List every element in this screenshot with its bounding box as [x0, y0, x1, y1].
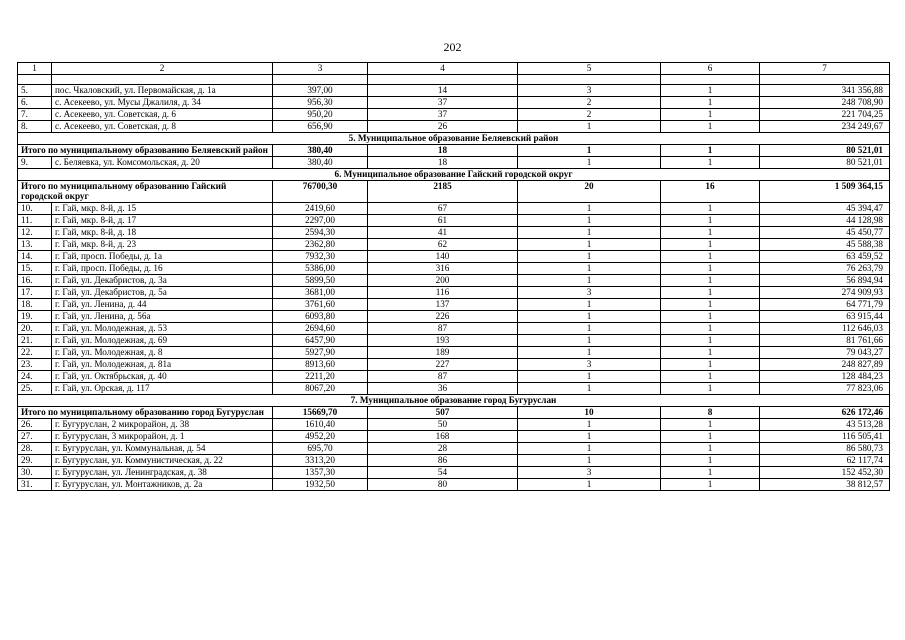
table-cell: 341 356,88: [760, 85, 890, 97]
table-cell: 1: [518, 430, 661, 442]
table-cell: 2211,20: [273, 370, 368, 382]
table-cell: 1: [518, 478, 661, 490]
table-cell: 79 043,27: [760, 346, 890, 358]
total-cell: 8: [661, 406, 760, 418]
table-cell: 45 394,47: [760, 202, 890, 214]
table-cell: 1357,30: [273, 466, 368, 478]
row-number: 18.: [18, 298, 52, 310]
table-cell: 168: [368, 430, 518, 442]
table-row: [18, 382, 890, 394]
table-row: [18, 286, 890, 298]
data-table: [17, 62, 890, 491]
table-cell: 7932,30: [273, 250, 368, 262]
row-number: 9.: [18, 157, 52, 169]
table-cell: 1: [661, 298, 760, 310]
address-cell: г. Гай, ул. Молодежная, д. 53: [52, 322, 273, 334]
table-cell: 56 894,94: [760, 274, 890, 286]
table-cell: 1: [518, 322, 661, 334]
table-cell: 1: [661, 430, 760, 442]
total-row: [18, 181, 890, 203]
table-cell: 87: [368, 370, 518, 382]
row-number: 6.: [18, 97, 52, 109]
table-cell: 28: [368, 442, 518, 454]
table-cell: 1: [661, 442, 760, 454]
address-cell: с. Беляевка, ул. Комсомольская, д. 20: [52, 157, 273, 169]
table-cell: 1: [661, 238, 760, 250]
table-cell: 1: [661, 121, 760, 133]
address-cell: г. Гай, ул. Ленина, д. 44: [52, 298, 273, 310]
table-cell: 234 249,67: [760, 121, 890, 133]
address-cell: г. Гай, ул. Декабристов, д. 5а: [52, 286, 273, 298]
table-cell: 86 580,73: [760, 442, 890, 454]
table-cell: 1: [661, 418, 760, 430]
table-cell: 18: [368, 157, 518, 169]
section-title: 6. Муниципальное образование Гайский городской округ: [18, 169, 890, 181]
table-cell: 1: [661, 454, 760, 466]
table-cell: 1: [518, 298, 661, 310]
address-cell: г. Гай, ул. Декабристов, д. 3а: [52, 274, 273, 286]
table-row: [18, 334, 890, 346]
table-cell: 1: [518, 238, 661, 250]
table-cell: 1: [518, 226, 661, 238]
table-cell: 1: [518, 274, 661, 286]
table-cell: 2362,80: [273, 238, 368, 250]
table-row: [18, 121, 890, 133]
address-cell: г. Бугуруслан, ул. Коммунистическая, д. 22: [52, 454, 273, 466]
address-cell: г. Гай, ул. Молодежная, д. 81а: [52, 358, 273, 370]
table-cell: 140: [368, 250, 518, 262]
table-cell: 152 452,30: [760, 466, 890, 478]
table-row: [18, 274, 890, 286]
table-row: [18, 250, 890, 262]
table-cell: 50: [368, 418, 518, 430]
table-row: [18, 310, 890, 322]
table-row: [18, 238, 890, 250]
table-cell: 64 771,79: [760, 298, 890, 310]
row-number: 28.: [18, 442, 52, 454]
table-cell: 1: [661, 322, 760, 334]
table-cell: 87: [368, 322, 518, 334]
table-cell: 81 761,66: [760, 334, 890, 346]
address-cell: г. Гай, мкр. 8-й, д. 17: [52, 214, 273, 226]
address-cell: г. Гай, ул. Молодежная, д. 69: [52, 334, 273, 346]
row-number: 12.: [18, 226, 52, 238]
table-row: [18, 262, 890, 274]
section-header-row: [18, 133, 890, 145]
address-cell: г. Гай, мкр. 8-й, д. 23: [52, 238, 273, 250]
table-cell: 1: [518, 370, 661, 382]
row-number: 11.: [18, 214, 52, 226]
table-cell: 656,90: [273, 121, 368, 133]
table-cell: 1: [661, 157, 760, 169]
table-cell: 2297,00: [273, 214, 368, 226]
address-cell: г. Гай, ул. Ленина, д. 56а: [52, 310, 273, 322]
row-number: 13.: [18, 238, 52, 250]
page-number: 202: [443, 40, 462, 54]
row-number: 5.: [18, 85, 52, 97]
table-cell: 1: [518, 454, 661, 466]
table-cell: 1: [661, 214, 760, 226]
row-number: 22.: [18, 346, 52, 358]
table-row: [18, 97, 890, 109]
address-cell: г. Бугуруслан, ул. Ленинградская, д. 38: [52, 466, 273, 478]
table-cell: 1: [661, 346, 760, 358]
table-cell: 37: [368, 109, 518, 121]
table-cell: 1: [518, 346, 661, 358]
address-cell: с. Асекеево, ул. Советская, д. 8: [52, 121, 273, 133]
table-row: [18, 226, 890, 238]
table-cell: 2419,60: [273, 202, 368, 214]
row-number: 19.: [18, 310, 52, 322]
section-title: 7. Муниципальное образование город Бугуруслан: [18, 394, 890, 406]
table-cell: 77 823,06: [760, 382, 890, 394]
table-body: [18, 63, 890, 491]
table-cell: 3: [518, 286, 661, 298]
table-row: [18, 454, 890, 466]
row-number: 21.: [18, 334, 52, 346]
table-cell: 6457,90: [273, 334, 368, 346]
table-cell: 54: [368, 466, 518, 478]
table-cell: 1: [661, 109, 760, 121]
table-cell: 227: [368, 358, 518, 370]
table-row: [18, 202, 890, 214]
row-number: 25.: [18, 382, 52, 394]
table-cell: 1: [661, 202, 760, 214]
total-cell: 2185: [368, 181, 518, 203]
table-cell: 1: [518, 121, 661, 133]
table-row: [18, 298, 890, 310]
address-cell: г. Бугуруслан, 3 микрорайон, д. 1: [52, 430, 273, 442]
table-cell: 2: [518, 97, 661, 109]
table-cell: 5927,90: [273, 346, 368, 358]
table-row: [18, 322, 890, 334]
table-cell: 6093,80: [273, 310, 368, 322]
column-header: 2: [52, 63, 273, 75]
row-number: 23.: [18, 358, 52, 370]
address-cell: г. Гай, ул. Октябрьская, д. 40: [52, 370, 273, 382]
row-number: 15.: [18, 262, 52, 274]
table-cell: 41: [368, 226, 518, 238]
table-cell: 45 450,77: [760, 226, 890, 238]
table-cell: 189: [368, 346, 518, 358]
address-cell: г. Гай, просп. Победы, д. 1а: [52, 250, 273, 262]
table-row: [18, 478, 890, 490]
table-row: [18, 466, 890, 478]
table-cell: 38 812,57: [760, 478, 890, 490]
row-number: 14.: [18, 250, 52, 262]
table-cell: 1: [661, 226, 760, 238]
table-cell: 3: [518, 85, 661, 97]
address-cell: г. Гай, мкр. 8-й, д. 15: [52, 202, 273, 214]
table-cell: 193: [368, 334, 518, 346]
total-cell: 16: [661, 181, 760, 203]
row-number: 10.: [18, 202, 52, 214]
table-cell: 63 459,52: [760, 250, 890, 262]
table-row: [18, 442, 890, 454]
table-cell: 26: [368, 121, 518, 133]
table-cell: 221 704,25: [760, 109, 890, 121]
table-row: [18, 430, 890, 442]
table-cell: 1: [661, 370, 760, 382]
table-row: [18, 358, 890, 370]
table-cell: 1932,50: [273, 478, 368, 490]
table-cell: 3: [518, 358, 661, 370]
table-cell: 112 646,03: [760, 322, 890, 334]
table-cell: 380,40: [273, 157, 368, 169]
row-number: 7.: [18, 109, 52, 121]
address-cell: г. Бугуруслан, ул. Коммунальная, д. 54: [52, 442, 273, 454]
address-cell: г. Гай, ул. Молодежная, д. 8: [52, 346, 273, 358]
address-cell: г. Бугуруслан, 2 микрорайон, д. 38: [52, 418, 273, 430]
total-cell: 20: [518, 181, 661, 203]
table-row: [18, 109, 890, 121]
table-cell: 3761,60: [273, 298, 368, 310]
row-number: 20.: [18, 322, 52, 334]
total-row: [18, 406, 890, 418]
table-cell: 1: [661, 286, 760, 298]
table-cell: 3681,00: [273, 286, 368, 298]
table-cell: 43 513,28: [760, 418, 890, 430]
table-cell: 1: [518, 262, 661, 274]
table-cell: 1: [661, 97, 760, 109]
table-cell: 128 484,23: [760, 370, 890, 382]
table-cell: 950,20: [273, 109, 368, 121]
table-cell: 86: [368, 454, 518, 466]
table-cell: 116 505,41: [760, 430, 890, 442]
table-cell: 1: [661, 478, 760, 490]
total-cell: 80 521,01: [760, 145, 890, 157]
table-cell: 1: [518, 250, 661, 262]
table-cell: 44 128,98: [760, 214, 890, 226]
table-cell: 4952,20: [273, 430, 368, 442]
section-header-row: [18, 394, 890, 406]
table-cell: 3313,20: [273, 454, 368, 466]
table-cell: 274 909,93: [760, 286, 890, 298]
table-cell: 1: [661, 85, 760, 97]
section-header-row: [18, 169, 890, 181]
table-cell: 1: [518, 202, 661, 214]
address-cell: г. Гай, ул. Орская, д. 117: [52, 382, 273, 394]
row-number: 27.: [18, 430, 52, 442]
table-cell: 137: [368, 298, 518, 310]
column-header: 5: [518, 63, 661, 75]
row-number: 26.: [18, 418, 52, 430]
table-cell: 1: [518, 382, 661, 394]
table-cell: 1: [661, 310, 760, 322]
table-cell: 1: [661, 262, 760, 274]
column-header: 7: [760, 63, 890, 75]
address-cell: пос. Чкаловский, ул. Первомайская, д. 1а: [52, 85, 273, 97]
table-cell: 2: [518, 109, 661, 121]
table-cell: 1: [661, 382, 760, 394]
total-cell: 18: [368, 145, 518, 157]
total-cell: 1: [661, 145, 760, 157]
table-cell: 1: [661, 274, 760, 286]
table-row: [18, 85, 890, 97]
column-header: 1: [18, 63, 52, 75]
table-cell: 62 117,74: [760, 454, 890, 466]
total-cell: 1 509 364,15: [760, 181, 890, 203]
table-cell: 1610,40: [273, 418, 368, 430]
total-cell: 626 172,46: [760, 406, 890, 418]
table-cell: 316: [368, 262, 518, 274]
table-cell: 5386,00: [273, 262, 368, 274]
column-header: 3: [273, 63, 368, 75]
column-header-row: [18, 63, 890, 75]
table-cell: 1: [518, 214, 661, 226]
table-cell: 1: [661, 466, 760, 478]
table-cell: 37: [368, 97, 518, 109]
table-cell: 80 521,01: [760, 157, 890, 169]
row-number: 16.: [18, 274, 52, 286]
table-cell: 397,00: [273, 85, 368, 97]
table-cell: 76 263,79: [760, 262, 890, 274]
section-title: 5. Муниципальное образование Беляевский район: [18, 133, 890, 145]
table-cell: 1: [518, 157, 661, 169]
row-number: 8.: [18, 121, 52, 133]
table-cell: 248 708,90: [760, 97, 890, 109]
table-cell: 45 588,38: [760, 238, 890, 250]
address-cell: г. Гай, просп. Победы, д. 16: [52, 262, 273, 274]
table-cell: 1: [661, 334, 760, 346]
table-cell: 1: [661, 250, 760, 262]
table-cell: 8067,20: [273, 382, 368, 394]
row-number: 24.: [18, 370, 52, 382]
spacer-row: [18, 75, 890, 85]
table-cell: 1: [518, 442, 661, 454]
table-cell: 62: [368, 238, 518, 250]
address-cell: с. Асекеево, ул. Мусы Джалиля, д. 34: [52, 97, 273, 109]
table-cell: 8913,60: [273, 358, 368, 370]
table-cell: 226: [368, 310, 518, 322]
table-cell: 1: [518, 310, 661, 322]
address-cell: г. Гай, мкр. 8-й, д. 18: [52, 226, 273, 238]
table-cell: 956,30: [273, 97, 368, 109]
row-number: 17.: [18, 286, 52, 298]
total-cell: 1: [518, 145, 661, 157]
address-cell: г. Бугуруслан, ул. Монтажников, д. 2а: [52, 478, 273, 490]
table-cell: 3: [518, 466, 661, 478]
table-cell: 1: [661, 358, 760, 370]
table-cell: 80: [368, 478, 518, 490]
table-row: [18, 157, 890, 169]
table-cell: 248 827,89: [760, 358, 890, 370]
address-cell: с. Асекеево, ул. Советская, д. 6: [52, 109, 273, 121]
total-row: [18, 145, 890, 157]
total-cell: 15669,70: [273, 406, 368, 418]
table-row: [18, 214, 890, 226]
table-cell: 116: [368, 286, 518, 298]
table-row: [18, 370, 890, 382]
row-number: 30.: [18, 466, 52, 478]
table-cell: 67: [368, 202, 518, 214]
table-cell: 14: [368, 85, 518, 97]
total-cell: 380,40: [273, 145, 368, 157]
table-cell: 200: [368, 274, 518, 286]
column-header: 4: [368, 63, 518, 75]
column-header: 6: [661, 63, 760, 75]
total-label: Итого по муниципальному образованию город Бугуруслан: [18, 406, 273, 418]
table-cell: 2594,30: [273, 226, 368, 238]
table-cell: 695,70: [273, 442, 368, 454]
table-cell: 63 915,44: [760, 310, 890, 322]
table-cell: 5899,50: [273, 274, 368, 286]
total-label: Итого по муниципальному образованию Беляевский район: [18, 145, 273, 157]
table-cell: 36: [368, 382, 518, 394]
table-cell: 2694,60: [273, 322, 368, 334]
total-label: Итого по муниципальному образованию Гайский городской округ: [18, 181, 273, 203]
table-cell: 1: [518, 334, 661, 346]
total-cell: 76700,30: [273, 181, 368, 203]
table-cell: 1: [518, 418, 661, 430]
table-row: [18, 418, 890, 430]
row-number: 29.: [18, 454, 52, 466]
table-row: [18, 346, 890, 358]
table-cell: 61: [368, 214, 518, 226]
total-cell: 507: [368, 406, 518, 418]
row-number: 31.: [18, 478, 52, 490]
total-cell: 10: [518, 406, 661, 418]
